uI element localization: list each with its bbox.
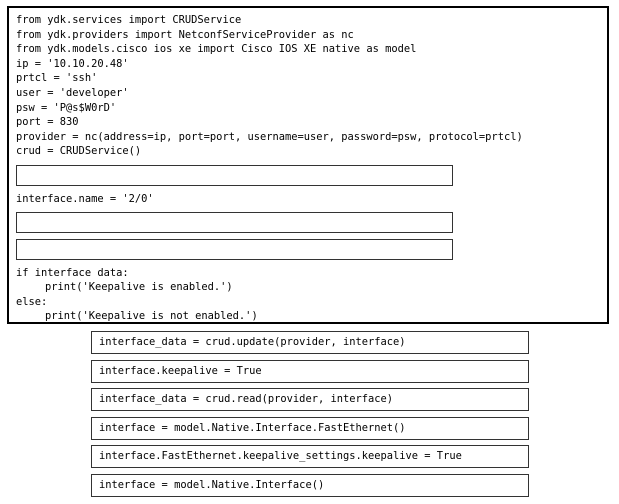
- code-line: interface.name = '2/0': [16, 192, 154, 205]
- code-line: ip = '10.10.20.48': [16, 57, 129, 70]
- code-line: provider = nc(address=ip, port=port, username=user, password=psw, protocol=prtcl): [16, 130, 523, 143]
- code-panel: [7, 6, 609, 324]
- answer-option-crud-read[interactable]: interface_data = crud.read(provider, interface): [91, 388, 529, 411]
- drop-target-slot-1[interactable]: [16, 165, 453, 186]
- code-line: from ydk.providers import NetconfServiceProvider as nc: [16, 28, 354, 41]
- answer-option-keepalive-settings[interactable]: interface.FastEthernet.keepalive_settings.keepalive = True: [91, 445, 529, 468]
- answer-options: [91, 331, 529, 503]
- code-line: from ydk.models.cisco ios xe import Cisco IOS XE native as model: [16, 43, 417, 56]
- answer-option-keepalive-true[interactable]: interface.keepalive = True: [91, 360, 529, 383]
- drop-target-slot-2[interactable]: [16, 212, 453, 233]
- answer-option-fastethernet[interactable]: interface = model.Native.Interface.FastEthernet(): [91, 417, 529, 440]
- drop-target-slot-3[interactable]: [16, 239, 453, 260]
- code-line: port = 830: [16, 116, 79, 129]
- code-line: from ydk.services import CRUDService: [16, 14, 242, 26]
- code-line: print('Keepalive is enabled.'): [45, 281, 233, 294]
- code-line: prtcl = 'ssh': [16, 72, 98, 85]
- code-line: else:: [16, 295, 48, 308]
- answer-option-native-interface[interactable]: interface = model.Native.Interface(): [91, 474, 529, 497]
- code-line: crud = CRUDService(): [16, 145, 142, 158]
- code-line: print('Keepalive is not enabled.'): [45, 310, 258, 323]
- code-line: if interface data:: [16, 266, 129, 279]
- answer-option-crud-update[interactable]: interface_data = crud.update(provider, interface): [91, 331, 529, 354]
- code-line: user = 'developer': [16, 86, 129, 99]
- code-line: psw = 'P@s$W0rD': [16, 101, 117, 114]
